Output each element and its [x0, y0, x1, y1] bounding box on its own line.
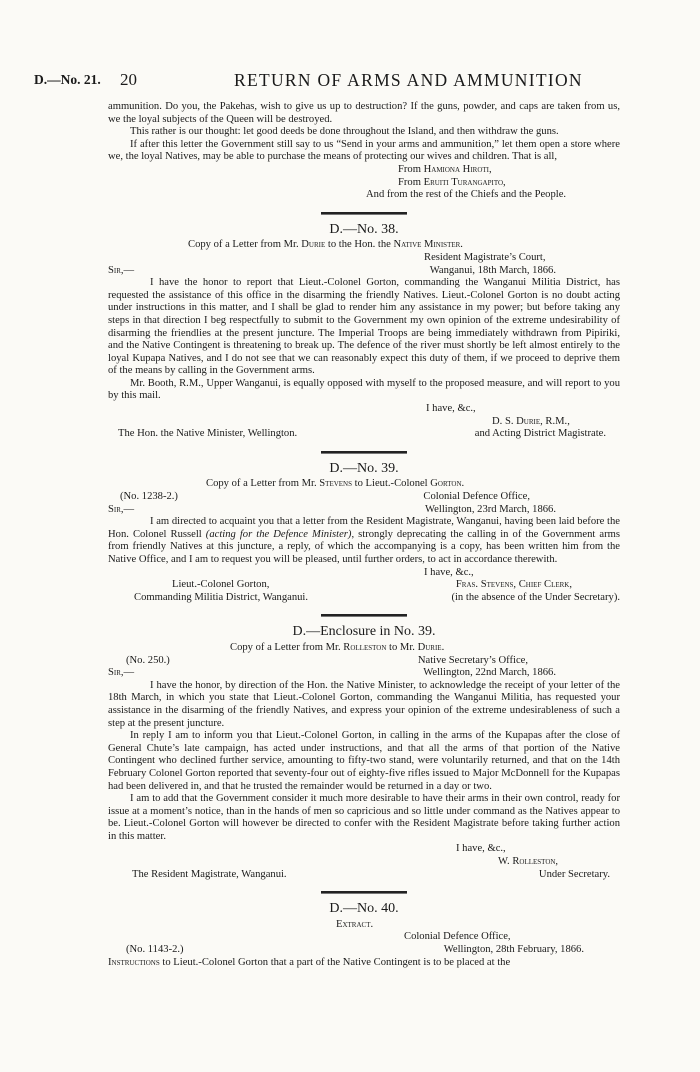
office-line: Colonial Defence Office, — [423, 491, 530, 503]
reference-number: (No. 1143-2.) — [126, 944, 184, 956]
signer-title: Under Secretary. — [538, 868, 610, 880]
salutation-date-row — [108, 504, 620, 517]
section-no-40 — [108, 903, 620, 969]
addressee-row — [108, 428, 620, 441]
section-heading: D.—Enclosure in No. 39. — [292, 624, 436, 640]
section-no-39 — [108, 460, 620, 605]
running-title: RETURN OF ARMS AND AMMUNITION — [234, 70, 583, 90]
section-divider — [321, 614, 407, 617]
closing: I have, &c., — [424, 566, 474, 578]
letter-date: Wanganui, 18th March, 1866. — [429, 264, 556, 276]
letter-paragraph-2: In reply I am to inform you that Lieut.-Colonel Gorton, in calling in the arms of the Kupapas after the close of General Chute’s late campaign, has acted under instructions, and that all the arms of that portion of the Native Contingent who declined further service, amounting to fifty-two stand, were voluntarily returned, and that on the 14th February Colonel Gorton reported that seventy-four out of eighty-five rifles issued to Major McDonnell for the Kupapas had been delivered in, and that he trusted the remainder would be returned in a day or two. — [108, 730, 620, 792]
addressee: The Hon. the Native Minister, Wellington. — [118, 428, 298, 440]
intro-signature-2: From Eruiti Turangapito, — [398, 176, 506, 188]
addressee-row — [108, 869, 620, 882]
ref-office-row — [108, 491, 620, 504]
extract-label: Extract. — [336, 918, 374, 930]
signature-row-1 — [108, 579, 620, 592]
intro-signature-1: From Hamiona Hiroti, — [398, 163, 492, 175]
reference-number: (No. 1238-2.) — [120, 491, 178, 503]
signer-name: Fras. Stevens, Chief Clerk, — [455, 579, 572, 591]
letter-paragraph-2: Mr. Booth, R.M., Upper Wanganui, is equally opposed with myself to the proposed measure, and will report to you by this mail. — [108, 377, 620, 402]
ref-date-row — [108, 944, 620, 957]
intro-paragraph-3: If after this letter the Government still say to us “Send in your arms and ammunition,” let them open a store where we, the loyal Natives, may be able to purchase the means of protecting our wives and children. That is all, — [108, 138, 620, 163]
page-body — [108, 101, 620, 969]
letter-date: Wellington, 23rd March, 1866. — [425, 503, 556, 515]
section-divider — [321, 891, 407, 894]
addressee-name: Lieut.-Colonel Gorton, — [172, 579, 270, 591]
section-heading: D.—No. 40. — [329, 901, 399, 917]
salutation: Sir,— — [108, 667, 135, 679]
addressee: The Resident Magistrate, Wanganui. — [132, 868, 287, 880]
closing: I have, &c., — [426, 403, 476, 415]
section-heading: D.—No. 39. — [329, 460, 399, 476]
office-line: Native Secretary’s Office, — [417, 654, 528, 666]
page-number: 20 — [120, 70, 137, 89]
section-divider — [321, 212, 407, 215]
salutation: Sir,— — [108, 264, 135, 276]
office-line: Resident Magistrate’s Court, — [424, 251, 546, 263]
signature-row-2 — [108, 592, 620, 605]
copy-line: Copy of a Letter from Mr. Rolleston to Mr. Durie. — [230, 641, 445, 653]
signer-name: D. S. Durie, R.M., — [492, 415, 570, 427]
page-header — [34, 70, 666, 92]
section-no-38 — [108, 221, 620, 441]
reference-number: (No. 250.) — [126, 654, 170, 666]
addressee-command: Commanding Militia District, Wanganui. — [134, 591, 309, 603]
copy-line: Copy of a Letter from Mr. Stevens to Lieut.-Colonel Gorton. — [206, 478, 465, 490]
section-heading: D.—No. 38. — [329, 221, 399, 237]
letter-paragraph-3: I am to add that the Government consider it much more desirable to have their arms in their own control, ready for issue at a moment’s notice, than in the hands of men so capricious and so little under command as the Natives appear to be. Lieut.-Colonel Gorton will however be directed to confer with the Resident Magistrate before taking further action in this matter. — [108, 793, 620, 842]
extract-text: Instructions to Lieut.-Colonel Gorton that a part of the Native Contingent is to be placed at the — [108, 956, 511, 968]
copy-line: Copy of a Letter from Mr. Durie to the Hon. the Native Minister. — [188, 239, 463, 251]
intro-signature-3: And from the rest of the Chiefs and the People. — [366, 189, 567, 201]
office-line: Colonial Defence Office, — [404, 931, 511, 943]
salutation-date-row — [108, 667, 620, 680]
salutation: Sir,— — [108, 503, 135, 515]
letter-date: Wellington, 22nd March, 1866. — [423, 667, 556, 679]
document-code: D.—No. 21. — [34, 72, 101, 87]
signer-note: (in the absence of the Under Secretary). — [451, 591, 620, 603]
ref-office-row — [108, 655, 620, 668]
letter-paragraph-1: I have the honor to report that Lieut.-Colonel Gorton, commanding the Wanganui Militia District, has requested the assistance of this office in the disarming the friendly Natives. Lieut.-Colonel Gorton is no doubt acting under instructions in this matter, and I shall be glad to render him any assistance in my power; but before taking any steps in that direction I beg respectfully to submit to the Government my own opinion of the extreme undesirability of disarming the friendlies at the present juncture. The Imperial Troops are being immediately withdrawn from Pipiriki, and the Native Contingent is threatening to break up. The defence of the river must shortly be left almost entirely to the loyal Kupapa Natives, and I do not see that we can reasonably expect this duty of them, if we proceed to deprive them of the means by calling in the Government arms. — [108, 277, 620, 377]
section-divider — [321, 451, 407, 454]
intro-paragraph-2: This rather is our thought: let good deeds be done throughout the Island, and then withdraw the guns. — [130, 126, 559, 138]
letter-paragraph-1: I have the honor, by direction of the Hon. the Native Minister, to acknowledge the receipt of your letter of the 18th March, in which you state that Lieut.-Colonel Gorton, commanding the Wanganui Militia, has requested your assistance in the disarming of the friendly Natives, and express your opinion of the extreme undesirableness of such a step at the present juncture. — [108, 679, 620, 729]
salutation-date-row — [108, 265, 620, 278]
letter-date: Wellington, 28th February, 1866. — [443, 944, 584, 956]
signer-name: W. Rolleston, — [498, 856, 559, 868]
letter-paragraph-1: I am directed to acquaint you that a letter from the Resident Magistrate, Wanganui, having been laid before the Hon. Colonel Russell (acting for the Defence Minister), strongly deprecating the calling in of the Government arms from friendly Natives at this juncture, a reply, of which the accompanying is a copy, has been written him from the Native Office, and I am to request you will be pleased, until further orders, to act in accordance therewith. — [108, 516, 620, 565]
closing: I have, &c., — [456, 843, 506, 855]
intro-paragraph-1: ammunition. Do you, the Pakehas, wish to give us up to destruction? If the guns, powder, and caps are taken from us, we the loyal subjects of the Queen will be destroyed. — [108, 101, 620, 125]
signer-title: and Acting District Magistrate. — [474, 428, 606, 440]
section-enclosure-39 — [108, 626, 620, 881]
